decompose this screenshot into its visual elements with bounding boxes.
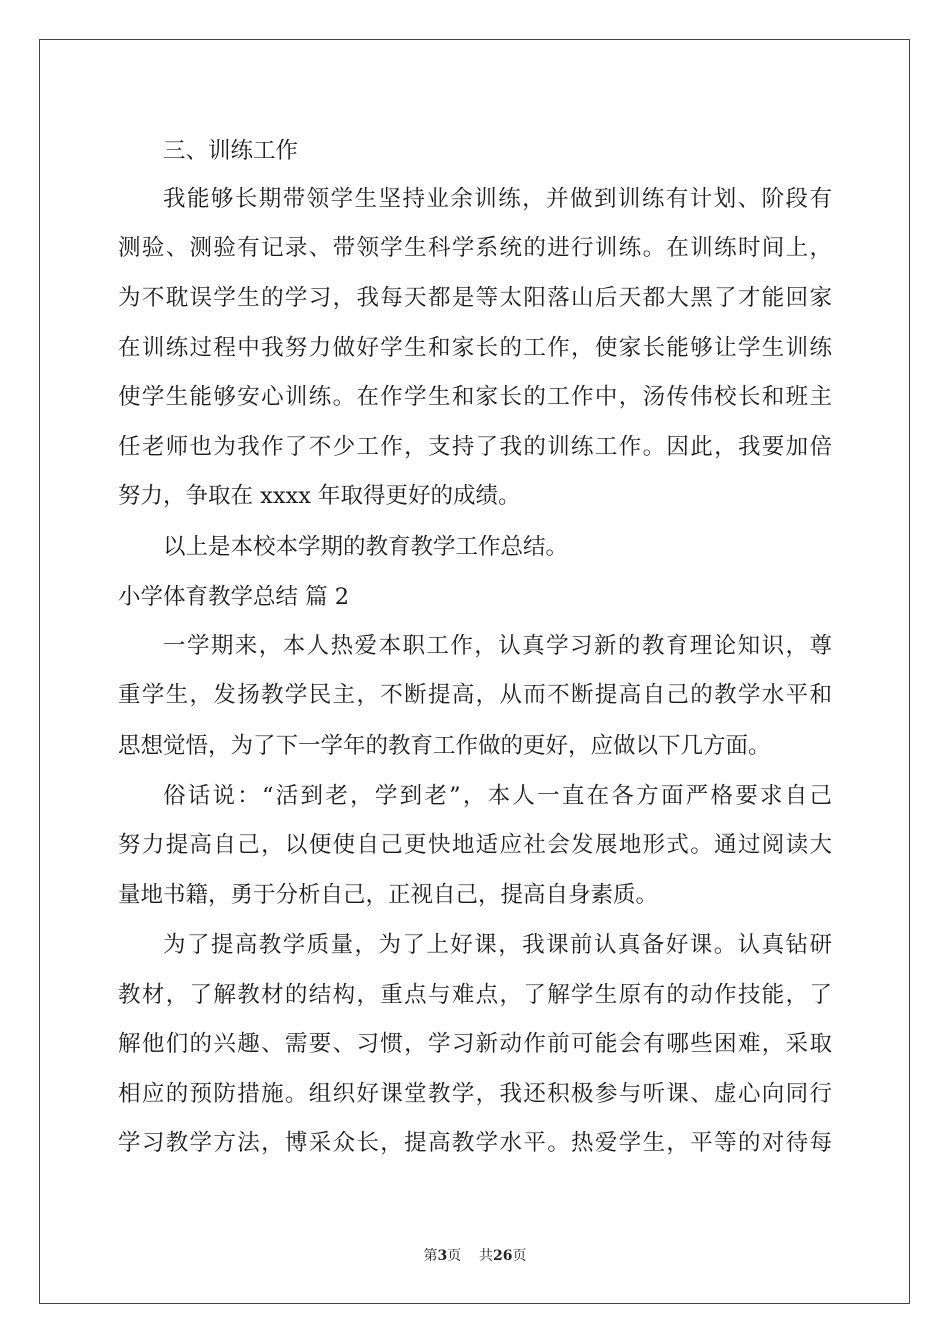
paragraph-line: 为了提高教学质量，为了上好课，我课前认真备好课。认真钻研	[163, 932, 832, 958]
paragraph-line: 为不耽误学生的学习，我每天都是等太阳落山后天都大黑了才能回家	[118, 285, 832, 311]
paragraph-line: 量地书籍，勇于分析自己，正视自己，提高自身素质。	[118, 882, 659, 908]
paragraph-line: 重学生，发扬教学民主，不断提高，从而不断提高自己的教学水平和	[118, 682, 832, 708]
paragraph-line: 努力提高自己，以便使自己更快地适应社会发展地形式。通过阅读大	[118, 832, 832, 858]
paragraph-line: 任老师也为我作了不少工作，支持了我的训练工作。因此，我要加倍	[118, 434, 832, 460]
page-border	[39, 39, 910, 1304]
page-footer	[0, 1247, 950, 1265]
footer-page-prefix: 第	[423, 1248, 438, 1264]
section-heading: 三、训练工作	[163, 138, 299, 164]
paragraph-line: 俗话说：“活到老，学到老”，本人一直在各方面严格要求自己	[163, 783, 832, 809]
paragraph-line: 在训练过程中我努力做好学生和家长的工作，使家长能够让学生训练	[118, 335, 832, 361]
paragraph-line: 使学生能够安心训练。在作学生和家长的工作中，汤传伟校长和班主	[118, 384, 832, 410]
footer-page-suffix: 页	[447, 1248, 462, 1264]
paragraph-line: 一学期来，本人热爱本职工作，认真学习新的教育理论知识，尊	[163, 633, 832, 659]
paragraph-line: 我能够长期带领学生坚持业余训练，并做到训练有计划、阶段有	[163, 186, 832, 212]
paragraph-line: 教材，了解教材的结构，重点与难点，了解学生原有的动作技能，了	[118, 982, 832, 1008]
footer-total-suffix: 页	[512, 1248, 527, 1264]
footer-total-prefix: 共	[479, 1248, 494, 1264]
paragraph-line: 解他们的兴趣、需要、习惯，学习新动作前可能会有哪些困难，采取	[118, 1031, 832, 1057]
footer-page-number: 3	[437, 1248, 448, 1264]
article-title: 小学体育教学总结 篇 2	[118, 584, 350, 610]
footer-total-pages: 26	[493, 1248, 513, 1264]
paragraph-line: 相应的预防措施。组织好课堂教学，我还积极参与听课、虚心向同行	[118, 1081, 832, 1107]
paragraph-line: 思想觉悟，为了下一学年的教育工作做的更好，应做以下几方面。	[118, 733, 771, 759]
paragraph-line: 以上是本校本学期的教育教学工作总结。	[163, 534, 569, 560]
paragraph-line: 学习教学方法，博采众长，提高教学水平。热爱学生，平等的对待每	[118, 1130, 832, 1156]
paragraph-line: 努力，争取在 xxxx 年取得更好的成绩。	[118, 483, 521, 509]
paragraph-line: 测验、测验有记录、带领学生科学系统的进行训练。在训练时间上，	[118, 235, 832, 261]
